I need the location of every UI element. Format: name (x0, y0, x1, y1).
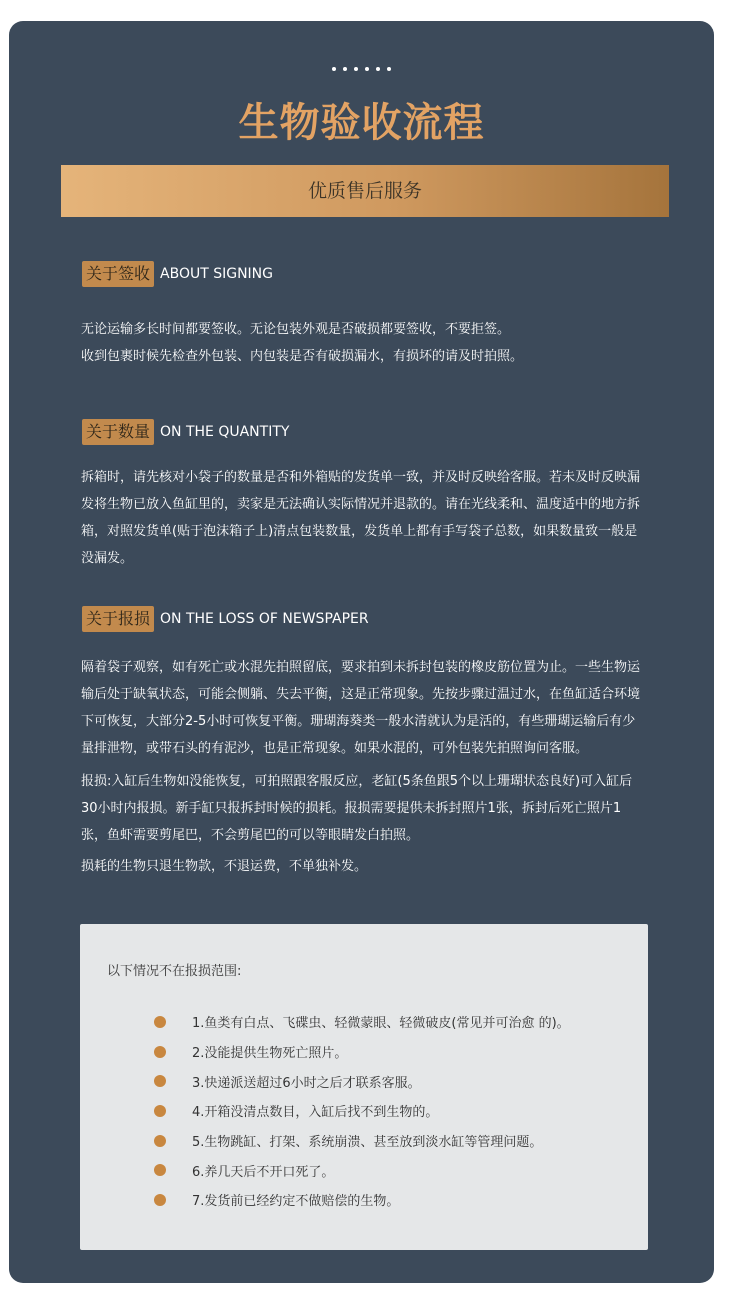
section-tag: 关于报损 (82, 606, 154, 632)
decorative-dots (9, 58, 714, 77)
list-item (154, 1155, 570, 1185)
section-tag: 关于数量 (82, 419, 154, 445)
section-header-signing (82, 261, 273, 287)
exclusions-title: 以下情况不在报损范围: (107, 964, 242, 979)
section-subtitle: ABOUT SIGNING (160, 266, 274, 282)
exclusions-box (80, 924, 648, 1250)
list-item-text: 1.鱼类有白点、飞碟虫、轻微蒙眼、轻微破皮(常见并可治愈 的)。 (192, 1016, 570, 1032)
content-card (9, 21, 714, 1283)
section-body-loss (81, 654, 646, 880)
list-item (154, 1126, 570, 1156)
section-subtitle: ON THE QUANTITY (160, 424, 290, 440)
section-subtitle: ON THE LOSS OF NEWSPAPER (160, 611, 369, 627)
list-item (154, 1007, 570, 1037)
section-body-quantity (81, 464, 646, 572)
list-item (154, 1037, 570, 1067)
paragraph: 损耗的生物只退生物款，不退运费，不单独补发。 (81, 859, 368, 874)
list-item (154, 1096, 570, 1126)
paragraph: 收到包裹时候先检查外包装、内包装是否有破损漏水，有损坏的请及时拍照。 (81, 349, 524, 364)
bullet-dot-icon (154, 1075, 166, 1087)
list-item (154, 1185, 570, 1215)
paragraph: 拆箱时，请先核对小袋子的数量是否和外箱贴的发货单一致，并及时反映给客服。若未及时反映漏发将生物已放入鱼缸里的，卖家是无法确认实际情况并退款的。请在光线柔和、温度适中的地方拆箱，对照发货单(贴于泡沫箱子上)清点包装数量，发货单上都有手写袋子总数，如果数量致一般是没漏发。 (81, 470, 641, 566)
paragraph: 无论运输多长时间都要签收。无论包装外观是否破损都要签收，不要拒签。 (81, 322, 511, 337)
list-item-text: 3.快递派送超过6小时之后才联系客服。 (192, 1075, 421, 1091)
bullet-dot-icon (154, 1164, 166, 1176)
bullet-dot-icon (154, 1194, 166, 1206)
bullet-dot-icon (154, 1105, 166, 1117)
list-item-text: 7.发货前已经约定不做赔偿的生物。 (192, 1194, 400, 1210)
bullet-dot-icon (154, 1016, 166, 1028)
exclusions-list (154, 1007, 570, 1215)
list-item-text: 2.没能提供生物死亡照片。 (192, 1046, 348, 1062)
page-title: 生物验收流程 (238, 100, 485, 146)
section-body-signing (81, 316, 646, 370)
section-header-loss (82, 606, 369, 632)
list-item-text: 4.开箱没清点数目，入缸后找不到生物的。 (192, 1105, 439, 1121)
section-header-quantity (82, 419, 289, 445)
list-item-text: 5.生物跳缸、打架、系统崩溃、甚至放到淡水缸等管理问题。 (192, 1135, 543, 1151)
service-banner: 优质售后服务 (61, 165, 669, 217)
list-item-text: 6.养几天后不开口死了。 (192, 1164, 335, 1180)
list-item (154, 1066, 570, 1096)
bullet-dot-icon (154, 1135, 166, 1147)
paragraph: 报损:入缸后生物如没能恢复，可拍照跟客服反应，老缸(5条鱼跟5个以上珊瑚状态良好)可入缸后30小时内报损。新手缸只报拆封时候的损耗。报损需要提供未拆封照片1张，拆封后死亡照片1张，鱼虾需要剪尾巴，不会剪尾巴的可以等眼睛发白拍照。 (81, 774, 633, 843)
bullet-dot-icon (154, 1046, 166, 1058)
paragraph: 隔着袋子观察，如有死亡或水混先拍照留底，要求拍到未拆封包装的橡皮筋位置为止。一些生物运输后处于缺氧状态，可能会侧躺、失去平衡，这是正常现象。先按步骤过温过水，在鱼缸适合环境下可恢复，大部分2-5小时可恢复平衡。珊瑚海葵类一般水清就认为是活的，有些珊瑚运输后有少量排泄物，或带石头的有泥沙，也是正常现象。如果水混的，可外包装先拍照询问客服。 (81, 660, 641, 756)
section-tag: 关于签收 (82, 261, 154, 287)
